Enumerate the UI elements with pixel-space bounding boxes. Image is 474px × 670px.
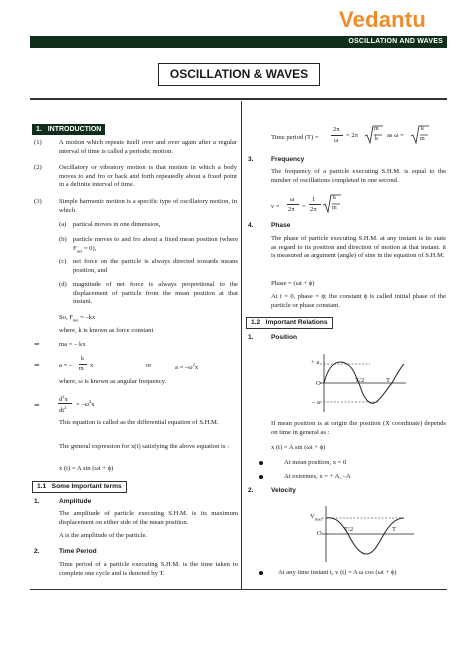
position-text: If mean position is at origin the position (X coordinate) depends on time in general as : bbox=[271, 420, 446, 436]
item-number: (2) bbox=[34, 164, 42, 171]
frac-bar bbox=[58, 403, 72, 404]
sub-text-c: net force on the particle is always directed towards means position, and bbox=[73, 258, 238, 274]
position-number: 1. bbox=[248, 334, 254, 341]
sub-number: (a) bbox=[59, 221, 67, 228]
frac-num: ω bbox=[290, 196, 295, 203]
sup-2: 2 bbox=[89, 399, 92, 404]
as-omega: as ω = bbox=[387, 132, 404, 139]
subsection-important-relations bbox=[246, 317, 333, 329]
section-number: 1. bbox=[36, 126, 42, 133]
omega-definition: where, ω is known as angular frequency. bbox=[59, 378, 167, 385]
dt2-den bbox=[59, 405, 66, 416]
subsection-number: 1.1 bbox=[37, 483, 47, 490]
vmax-label bbox=[310, 513, 323, 522]
sub-number: (c) bbox=[59, 258, 67, 265]
equals: = bbox=[302, 203, 306, 210]
sub-text-b-sub: net bbox=[76, 248, 83, 254]
position-eq: x (t) = A sin (ωt + ϕ) bbox=[271, 444, 326, 451]
sub-text-b-main: particle moves to and fro about a fixed mean position (where F bbox=[73, 236, 238, 252]
phase-number: 4. bbox=[248, 222, 254, 229]
frequency-heading: Frequency bbox=[271, 156, 305, 163]
vmax-sub: max bbox=[314, 516, 323, 522]
plus-a-label: + a bbox=[311, 359, 320, 366]
sub-text-b bbox=[73, 236, 238, 254]
accel-omega-eq bbox=[175, 362, 198, 373]
intro-text-3: Simple harmonic motion is a specific type of oscillatory motion, in which bbox=[59, 198, 237, 214]
velocity-heading: Velocity bbox=[271, 487, 296, 494]
phase-text: The phase of particle executing S.H.M. at any instant is its state as regard to its position and direction of motion at that instant. it is measured as argument (angle) of sine in the equation of S.H.M. bbox=[271, 235, 446, 260]
ma-eq: ma = – kx bbox=[59, 341, 86, 348]
amplitude-text-2: A is the amplitude of the particle. bbox=[59, 532, 148, 539]
intro-text-2: Oscillatory or vibratory motion is that motion in which a body moves to and fro or back and forth repeatedly about a fixed point in a definite interval of time. bbox=[59, 164, 237, 189]
diff-eq-text: This equation is called as the differential equation of S.H.M. bbox=[59, 419, 219, 426]
item-number: (1) bbox=[34, 139, 42, 146]
phase-heading: Phase bbox=[271, 222, 291, 229]
t-label: T bbox=[392, 526, 397, 533]
frequency-text: The frequency of a particle executing S.H.M. is equal to the number of oscillations completed in one second. bbox=[271, 168, 446, 184]
header-band bbox=[30, 36, 447, 48]
frac-den: ω bbox=[334, 137, 339, 144]
force-eq-sub: net bbox=[72, 317, 79, 323]
or-text: or bbox=[146, 362, 152, 369]
frac-m: m bbox=[332, 205, 337, 211]
t-half-label: T/2 bbox=[355, 377, 365, 384]
x-var: x bbox=[90, 362, 94, 369]
sup-2: 2 bbox=[64, 405, 67, 410]
origin-label: O bbox=[317, 530, 322, 537]
term-number: 1. bbox=[34, 498, 40, 505]
intro-text-1: A motion which repeats itself over and over again after a regular interval of time is called a periodic motion. bbox=[59, 139, 237, 155]
force-constant-text: where, k is known as force constant bbox=[59, 327, 154, 334]
velocity-number: 2. bbox=[248, 487, 254, 494]
term-number: 2. bbox=[34, 548, 40, 555]
force-eq bbox=[59, 314, 95, 323]
sub-number: (d) bbox=[59, 281, 67, 288]
phase-eq: Phase = (ωt + ϕ) bbox=[271, 280, 315, 287]
eq-two-pi: = 2π bbox=[346, 132, 358, 139]
position-heading: Position bbox=[271, 334, 298, 341]
accel-omega-main: a = –ω bbox=[175, 364, 193, 372]
velocity-eq: At any time instant t, v (t) = A ω cos (ωt + ϕ) bbox=[278, 569, 397, 576]
bottom-rule bbox=[30, 589, 447, 590]
page-title: OSCILLATION & WAVES bbox=[158, 63, 320, 86]
top-rule bbox=[30, 98, 447, 100]
vedantu-logo: Vedantu bbox=[339, 7, 426, 32]
item-number: (3) bbox=[34, 198, 42, 205]
minus-a-label: – a bbox=[312, 399, 320, 406]
frac-bar bbox=[309, 204, 321, 205]
implies-symbol: ⇒ bbox=[34, 362, 40, 369]
frac-num: 2π bbox=[333, 126, 340, 133]
section-introduction bbox=[32, 124, 105, 135]
velocity-graph bbox=[308, 504, 418, 564]
d-symbol: d bbox=[59, 396, 63, 404]
dt-symbol: dt bbox=[59, 407, 65, 415]
sub-text-a: partical moves in one dimension, bbox=[73, 221, 161, 228]
subsection-number: 1.2 bbox=[251, 319, 261, 326]
diff-eq-rhs bbox=[76, 399, 95, 410]
frac-bar bbox=[331, 135, 343, 136]
extremes-text: At extremes, x = + A, –A bbox=[284, 473, 351, 480]
frac-den: 2π bbox=[310, 206, 317, 213]
time-period-heading: Time Period bbox=[59, 548, 97, 555]
amplitude-text: The amplitude of particle executing S.H.M. is its maximum displacement on either side of the mean position. bbox=[59, 510, 238, 526]
bullet bbox=[259, 571, 263, 575]
time-period-text: Time period of a particle executing S.H.M. is the time taken to complete one cycle and is denoted by T. bbox=[59, 561, 238, 577]
chapter-title: OSCILLATION AND WAVES bbox=[348, 38, 443, 45]
time-period-eq-label: Time period (T) = bbox=[271, 134, 319, 141]
sup-2: 2 bbox=[192, 362, 195, 367]
t-label: T bbox=[386, 377, 391, 384]
subsection-important-terms bbox=[32, 481, 127, 493]
frac-k: k bbox=[375, 136, 378, 142]
frac-num: k bbox=[81, 356, 84, 362]
frac-bar bbox=[79, 364, 87, 365]
section-title: INTRODUCTION bbox=[47, 126, 102, 133]
frac-den: 2π bbox=[288, 206, 295, 213]
sup-2: 2 bbox=[62, 394, 65, 399]
x-var: x bbox=[91, 401, 95, 409]
force-eq-tail: = –kx bbox=[78, 314, 96, 321]
frac-k: k bbox=[421, 126, 424, 132]
frac-m: m bbox=[420, 136, 425, 142]
subsection-title: Important Relations bbox=[265, 319, 328, 326]
minus-omega: = –ω bbox=[76, 401, 90, 409]
frac-num: 1 bbox=[312, 196, 316, 203]
mean-position-text: At mean position, x = 0 bbox=[284, 459, 347, 466]
frac-den: m bbox=[79, 366, 84, 372]
sub-number: (b) bbox=[59, 236, 67, 243]
x-var: x bbox=[194, 364, 199, 372]
phase-t0-text: At t = 0, phase = ϕ; the constant ϕ is called initial phase of the particle or phase constant. bbox=[271, 293, 446, 309]
nu-label: ν = bbox=[271, 203, 280, 210]
frequency-number: 3. bbox=[248, 156, 254, 163]
subsection-title: Some Important terms bbox=[51, 483, 122, 490]
bullet bbox=[259, 461, 263, 465]
implies-symbol: ⇒ bbox=[34, 341, 40, 348]
implies-symbol: ⇒ bbox=[34, 402, 40, 409]
sub-text-d: magnitude of net force is always proportional to the displacement of particle from the mean position at that instant. bbox=[73, 281, 238, 306]
sub-text-b-tail: = 0), bbox=[82, 244, 97, 252]
frac-k: k bbox=[333, 195, 336, 201]
t-half-label: T/2 bbox=[344, 526, 354, 533]
cosine-curve bbox=[326, 518, 404, 554]
amplitude-heading: Amplitude bbox=[59, 498, 92, 505]
column-divider bbox=[241, 101, 242, 589]
origin-label: O bbox=[316, 380, 321, 387]
force-eq-main: So, F bbox=[59, 314, 73, 321]
bullet bbox=[259, 475, 263, 479]
x-var: x bbox=[64, 396, 68, 404]
position-eq: x (t) = A sin (ωt + ϕ) bbox=[59, 465, 114, 472]
frac-m: m bbox=[374, 126, 379, 132]
frac-bar bbox=[287, 204, 299, 205]
accel-eq: a = – bbox=[59, 362, 73, 369]
general-expression-text: The general expression for x(t) satisfying the above equation is : bbox=[59, 443, 229, 450]
v-symbol: V bbox=[310, 513, 315, 520]
